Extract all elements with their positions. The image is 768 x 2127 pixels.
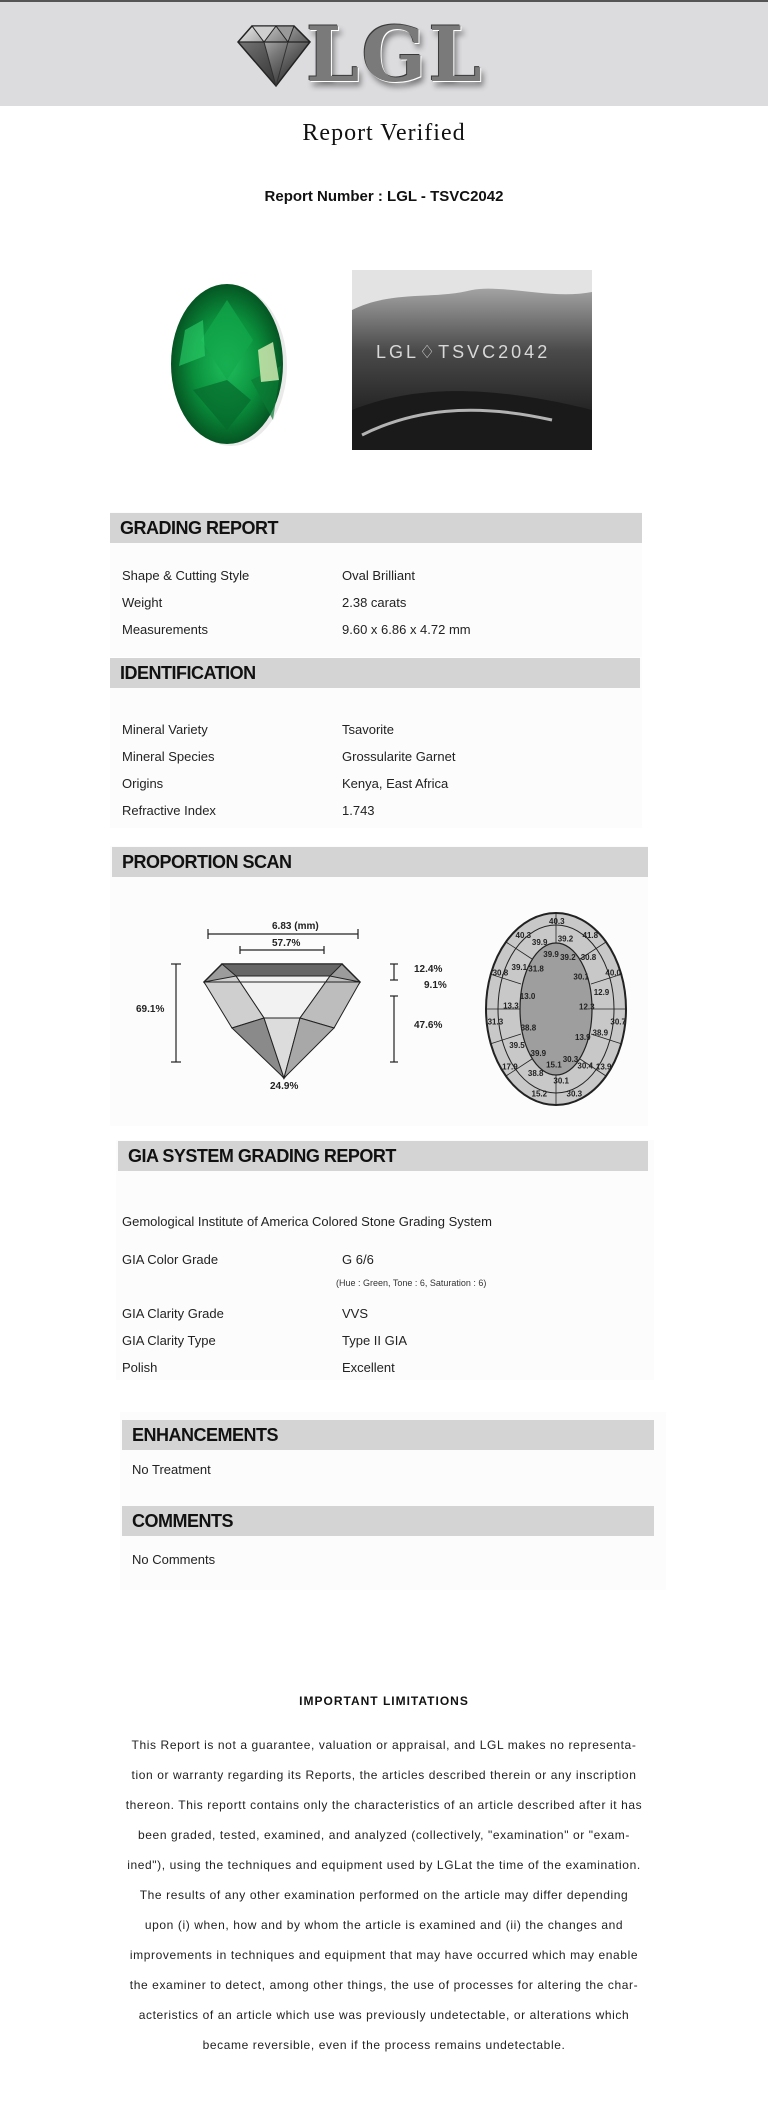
top-view-facet-label: 40.3 [515,931,532,940]
top-view-facet-label: 39.1 [511,963,528,973]
table-width-label: 6.83 (mm) [272,921,319,932]
lgl-logo [236,10,486,99]
diamond-logo-icon [236,20,316,92]
top-view-facet-label: 40.3 [549,917,565,926]
mineral-species-value: Grossularite Garnet [342,749,456,764]
weight-value: 2.38 carats [342,595,407,610]
page-title: Report Verified [302,120,466,146]
mineral-variety-value: Tsavorite [342,722,395,737]
weight-label: Weight [122,595,163,610]
top-view-facet-label: 39.2 [560,953,576,962]
limitations-line: acteristics of an article which use was previously undetectable, or alterations which [138,2008,630,2022]
top-view-facet-label: 41.8 [582,931,599,940]
pavilion-label: 47.6% [414,1020,443,1031]
comments-text: No Comments [132,1552,216,1567]
top-view-facet-label: 30.1 [553,1076,569,1086]
side-profile-diagram [112,908,452,1108]
gia-color-note: (Hue : Green, Tone : 6, Saturation : 6) [336,1278,487,1288]
crown-label: 12.4% [414,964,443,975]
limitations-line: the examiner to detect, among other things, the use of processes for altering the char- [129,1978,639,1992]
header-bar [0,0,768,106]
girdle-label: 9.1% [424,980,447,991]
gia-color-grade-value: G 6/6 [342,1252,374,1267]
top-view-facet-label: 30.3 [562,1054,579,1064]
comments-heading: COMMENTS [122,1506,654,1536]
top-view-facet-label: 30.7 [610,1017,626,1027]
mineral-species-label: Mineral Species [122,749,215,764]
origins-label: Origins [122,776,164,791]
limitations-line: been graded, tested, examined, and analyzed (collectively, "examination" or "exam- [138,1828,630,1842]
identification-heading: IDENTIFICATION [110,658,640,688]
gia-subtitle: Gemological Institute of America Colored Stone Grading System [122,1214,492,1229]
gia-clarity-type-label: GIA Clarity Type [122,1333,216,1348]
limitations-line: This Report is not a guarantee, valuation or appraisal, and LGL makes no representa- [131,1738,637,1752]
top-view-facet-label: 12.9 [593,988,610,997]
gia-clarity-type-value: Type II GIA [342,1333,408,1348]
top-view-facet-label: 13.0 [519,991,536,1001]
top-view-facet-label: 38.8 [527,1069,544,1078]
shape-label: Shape & Cutting Style [122,568,250,583]
top-view-facet-label: 38.9 [592,1028,609,1038]
top-view-facet-label: 31.8 [528,964,544,974]
top-view-diagram [476,904,636,1114]
enhancements-heading: ENHANCEMENTS [122,1420,654,1450]
limitations-line: thereon. This reportt contains only the characteristics of an article described after it has [125,1798,643,1812]
gemstone-photo [133,270,323,460]
laser-inscription-photo [352,270,592,450]
limitations-line: tion or warranty regarding its Reports, the articles described therein or any inscription [131,1768,637,1782]
top-view-facet-label: 12.3 [579,1002,595,1012]
inscription-text: LGL♢TSVC2042 [376,342,551,362]
enhancements-text: No Treatment [132,1462,211,1477]
limitations-line: upon (i) when, how and by whom the article is examined and (ii) the changes and [144,1918,624,1932]
top-view-facet-label: 15.1 [546,1060,562,1070]
top-view-facet-label: 13.9 [595,1062,612,1072]
gia-clarity-grade-value: VVS [342,1306,369,1321]
top-view-facet-label: 39.9 [531,938,548,948]
top-view-facet-label: 30.8 [580,952,597,962]
polish-label: Polish [122,1360,158,1375]
measurements-label: Measurements [122,622,208,637]
top-view-facet-label: 39.9 [530,1049,547,1058]
refractive-index-label: Refractive Index [122,803,216,818]
top-view-facet-label: 30.1 [573,972,589,982]
polish-value: Excellent [342,1360,395,1375]
gia-report-heading: GIA SYSTEM GRADING REPORT [118,1141,648,1171]
culet-label: 24.9% [270,1081,299,1092]
report-number: Report Number : LGL - TSVC2042 [264,188,504,205]
top-view-facet-label: 30.4 [577,1061,593,1071]
shape-value: Oval Brilliant [342,568,415,583]
top-view-facet-label: 39.2 [557,934,574,944]
limitations-line: became reversible, even if the process remains undetectable. [202,2038,566,2052]
logo-text: LGL [306,10,484,99]
top-view-facet-label: 39.9 [543,950,559,959]
limitations-line: improvements in techniques and equipment that may have occurred which may enable [129,1948,639,1962]
top-view-facet-label: 38.8 [520,1023,537,1033]
mineral-variety-label: Mineral Variety [122,722,208,737]
top-view-facet-label: 15.2 [531,1089,548,1099]
top-view-facet-label: 30.8 [492,968,509,978]
gia-clarity-grade-label: GIA Clarity Grade [122,1306,224,1321]
proportion-scan-heading: PROPORTION SCAN [112,847,648,877]
grading-report-heading: GRADING REPORT [110,513,642,543]
measurements-value: 9.60 x 6.86 x 4.72 mm [342,622,471,637]
table-pct-label: 57.7% [272,938,301,949]
top-view-facet-label: 17.9 [502,1062,518,1072]
top-view-facet-label: 40.0 [605,968,621,978]
origins-value: Kenya, East Africa [342,776,449,791]
refractive-index-value: 1.743 [342,803,375,818]
gia-color-grade-label: GIA Color Grade [122,1252,219,1267]
top-view-facet-label: 13.3 [503,1001,519,1011]
limitations-line: The results of any other examination performed on the article may differ depending [139,1888,629,1902]
limitations-line: ined"), using the techniques and equipment used by LGLat the time of the examination. [127,1858,641,1872]
total-depth-label: 69.1% [136,1004,165,1015]
top-view-facet-label: 13.9 [575,1033,591,1042]
top-view-facet-label: 39.5 [509,1041,525,1050]
top-view-facet-label: 30.3 [566,1089,583,1099]
limitations-title: IMPORTANT LIMITATIONS [299,1694,469,1708]
top-view-facet-label: 31.3 [487,1017,504,1027]
